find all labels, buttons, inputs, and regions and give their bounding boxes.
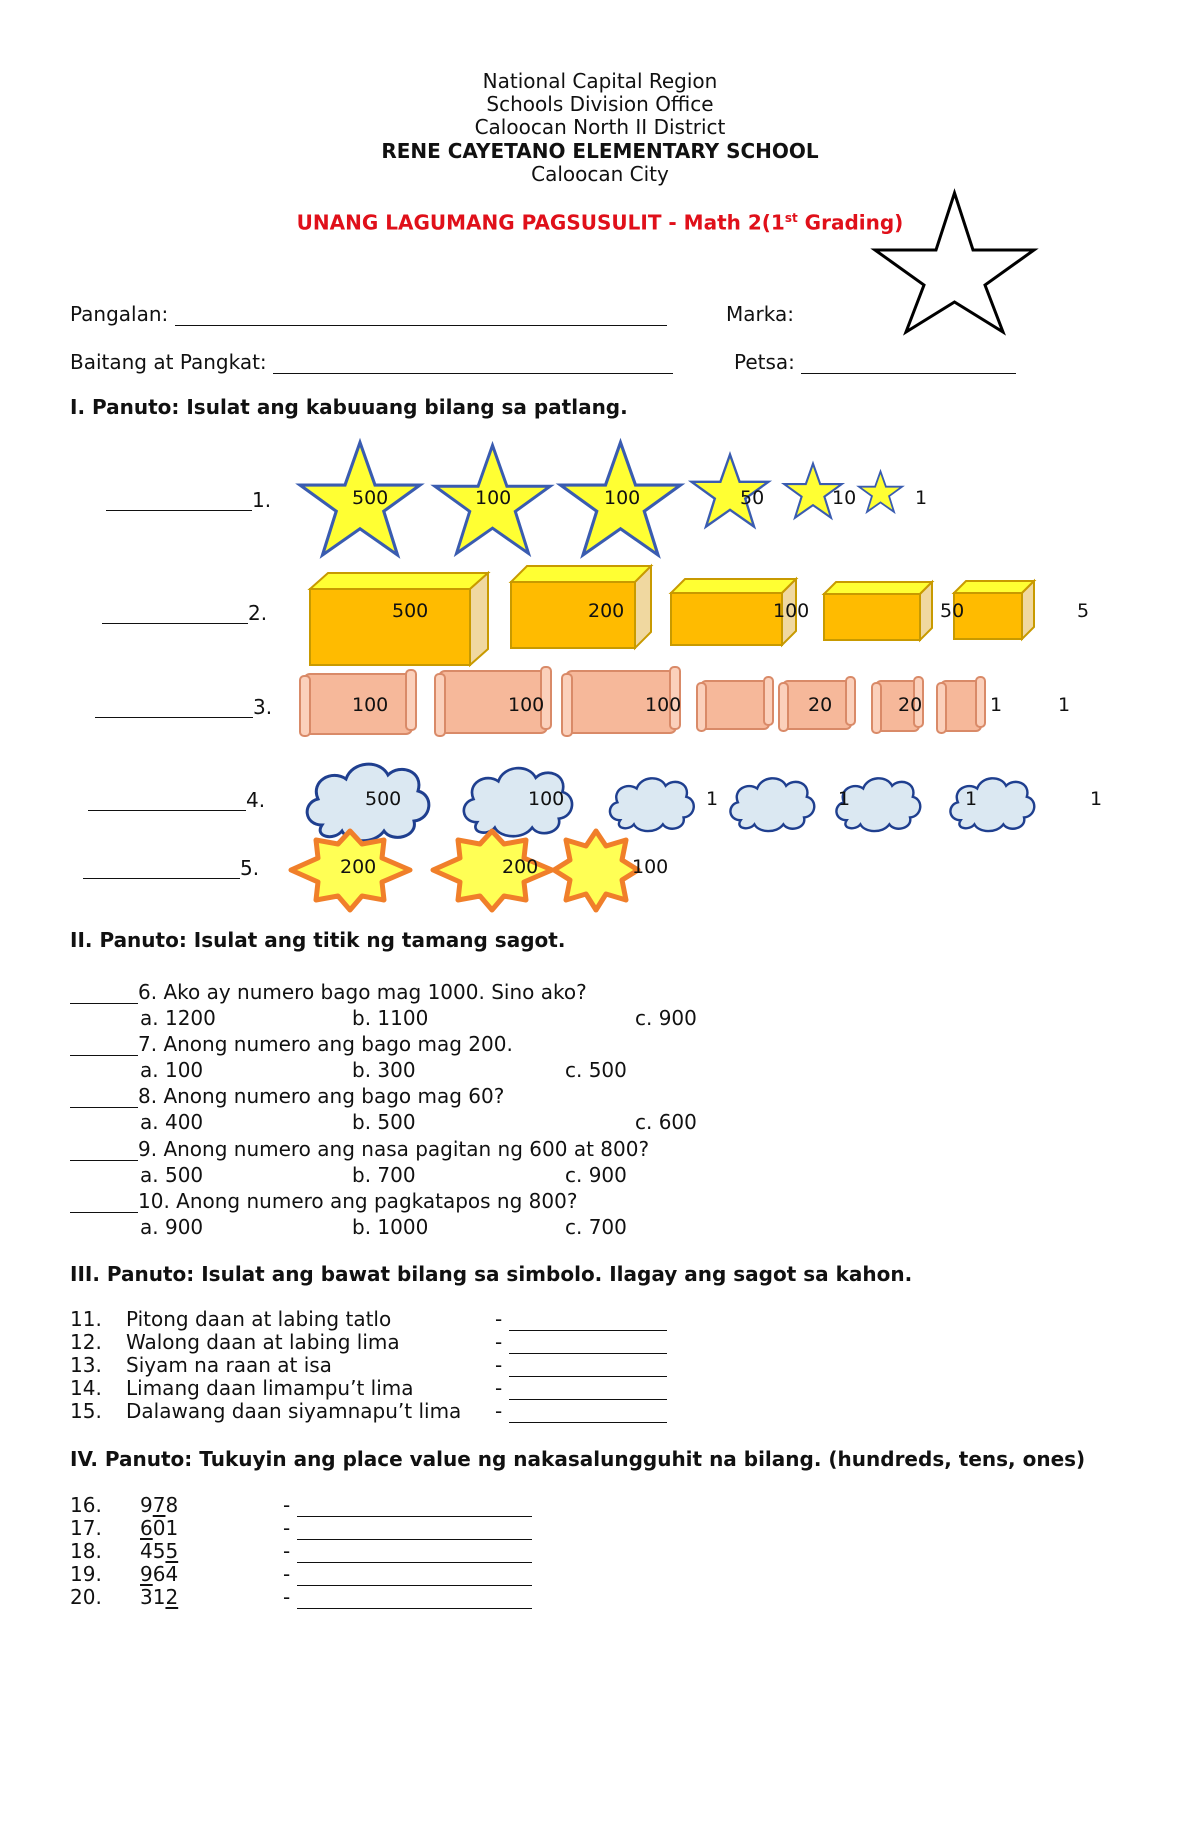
scroll-icon — [695, 675, 775, 735]
answer-blank-19[interactable] — [297, 1567, 532, 1586]
test-title: UNANG LAGUMANG PAGSUSULIT - Math 2(1st Grading) — [296, 210, 904, 235]
item-number: 19. — [70, 1562, 102, 1586]
box-icon — [505, 560, 655, 652]
item-number: 18. — [70, 1539, 102, 1563]
value-label: 10 — [832, 487, 857, 509]
division-line: Schools Division Office — [486, 92, 714, 116]
answer-line: - — [283, 1516, 532, 1540]
value-label: 1 — [990, 694, 1003, 716]
choice-b: b. 1000 — [352, 1215, 429, 1239]
choice-a: a. 1200 — [140, 1006, 216, 1030]
name-blank[interactable] — [175, 305, 667, 326]
burst-icon — [552, 828, 640, 913]
value-label: 200 — [340, 856, 377, 878]
item-text: Walong daan at labing lima — [126, 1330, 400, 1354]
answer-line: - — [283, 1562, 532, 1586]
value-label: 500 — [392, 600, 429, 622]
value-label: 20 — [898, 694, 923, 716]
answer-blank-4[interactable] — [88, 790, 246, 811]
choice-a: a. 100 — [140, 1058, 204, 1082]
star-icon — [858, 468, 903, 518]
scroll-icon — [935, 675, 987, 737]
choice-c: c. 600 — [635, 1110, 697, 1134]
answer-blank-18[interactable] — [297, 1544, 532, 1563]
place-value-number: 978 — [140, 1493, 179, 1517]
answer-blank-2[interactable] — [102, 603, 248, 624]
cloud-icon — [722, 772, 822, 834]
question-7: 7. Anong numero ang bago mag 200. — [70, 1032, 513, 1056]
answer-blank-5[interactable] — [83, 858, 240, 879]
school-name: RENE CAYETANO ELEMENTARY SCHOOL — [381, 139, 819, 163]
answer-blank-10[interactable] — [70, 1194, 138, 1213]
answer-blank-14[interactable] — [509, 1381, 667, 1400]
answer-line: - — [495, 1353, 667, 1377]
answer-blank-8[interactable] — [70, 1089, 138, 1108]
answer-blank-15[interactable] — [509, 1404, 667, 1423]
score-label: Marka: — [726, 302, 794, 326]
answer-line: - — [495, 1307, 667, 1331]
place-value-number: 312 — [140, 1585, 179, 1609]
value-label: 100 — [352, 694, 389, 716]
value-label: 20 — [808, 694, 833, 716]
value-label: 1 — [915, 487, 928, 509]
item-number: 11. — [70, 1307, 102, 1331]
item-text: Pitong daan at labing tatlo — [126, 1307, 392, 1331]
answer-blank-13[interactable] — [509, 1358, 667, 1377]
underlined-digit: 5 — [165, 1539, 179, 1563]
value-label: 200 — [588, 600, 625, 622]
choice-b: b. 300 — [352, 1058, 416, 1082]
item-number-3: 3. — [253, 695, 273, 719]
item-text: Limang daan limampu’t lima — [126, 1376, 414, 1400]
city-line: Caloocan City — [531, 162, 669, 186]
item-number: 12. — [70, 1330, 102, 1354]
name-field — [70, 302, 667, 326]
grade-blank[interactable] — [273, 353, 673, 374]
section4-title: IV. Panuto: Tukuyin ang place value ng nakasalungguhit na bilang. (hundreds, tens, ones) — [70, 1447, 1086, 1471]
value-label: 1 — [706, 788, 719, 810]
value-label: 1 — [838, 788, 851, 810]
underlined-digit: 9 — [140, 1562, 153, 1586]
answer-blank-20[interactable] — [297, 1590, 532, 1609]
region-line: National Capital Region — [482, 69, 718, 93]
choice-a: a. 400 — [140, 1110, 204, 1134]
answer-blank-1[interactable] — [106, 490, 252, 511]
item-text: Siyam na raan at isa — [126, 1353, 332, 1377]
cloud-icon — [600, 772, 703, 834]
choice-c: c. 700 — [565, 1215, 627, 1239]
choice-c: c. 900 — [635, 1006, 697, 1030]
value-label: 1 — [965, 788, 978, 810]
choice-b: b. 500 — [352, 1110, 416, 1134]
question-9: 9. Anong numero ang nasa pagitan ng 600 at 800? — [70, 1137, 649, 1161]
item-number: 14. — [70, 1376, 102, 1400]
place-value-number: 601 — [140, 1516, 179, 1540]
answer-blank-11[interactable] — [509, 1312, 667, 1331]
answer-blank-7[interactable] — [70, 1037, 138, 1056]
underlined-digit: 6 — [140, 1516, 153, 1540]
answer-line: - — [283, 1539, 532, 1563]
choice-c: c. 900 — [565, 1163, 627, 1187]
value-label: 50 — [740, 487, 765, 509]
choice-c: c. 500 — [565, 1058, 627, 1082]
answer-line: - — [495, 1376, 667, 1400]
value-label: 100 — [508, 694, 545, 716]
choice-b: b. 1100 — [352, 1006, 429, 1030]
item-number: 16. — [70, 1493, 102, 1517]
grade-label: Baitang at Pangkat: — [70, 350, 267, 374]
answer-blank-9[interactable] — [70, 1142, 138, 1161]
value-label: 500 — [352, 487, 389, 509]
value-label: 100 — [528, 788, 565, 810]
date-label: Petsa: — [734, 350, 795, 374]
place-value-number: 964 — [140, 1562, 179, 1586]
value-label: 100 — [604, 487, 641, 509]
answer-blank-3[interactable] — [95, 697, 253, 718]
place-value-number: 455 — [140, 1539, 179, 1563]
item-text: Dalawang daan siyamnapu’t lima — [126, 1399, 462, 1423]
cloud-icon — [942, 772, 1042, 834]
choice-a: a. 900 — [140, 1215, 204, 1239]
value-label: 100 — [632, 856, 669, 878]
item-number: 17. — [70, 1516, 102, 1540]
item-number-2: 2. — [248, 601, 268, 625]
item-number-1: 1. — [252, 488, 272, 512]
choice-b: b. 700 — [352, 1163, 416, 1187]
answer-line: - — [495, 1399, 667, 1423]
value-label: 100 — [475, 487, 512, 509]
question-8: 8. Anong numero ang bago mag 60? — [70, 1084, 504, 1108]
answer-line: - — [495, 1330, 667, 1354]
value-label: 500 — [365, 788, 402, 810]
underlined-digit: 7 — [152, 1493, 166, 1517]
date-blank[interactable] — [801, 353, 1016, 374]
question-10: 10. Anong numero ang pagkatapos ng 800? — [70, 1189, 577, 1213]
score-star-icon — [872, 190, 1037, 335]
item-number-5: 5. — [240, 856, 260, 880]
item-number: 15. — [70, 1399, 102, 1423]
answer-line: - — [283, 1585, 532, 1609]
item-number-4: 4. — [246, 788, 266, 812]
section1-title: I. Panuto: Isulat ang kabuuang bilang sa patlang. — [70, 395, 628, 419]
value-label: 1 — [1058, 694, 1071, 716]
value-label: 100 — [773, 600, 810, 622]
district-line: Caloocan North II District — [474, 115, 726, 139]
value-label: 200 — [502, 856, 539, 878]
question-6: 6. Ako ay numero bago mag 1000. Sino ako? — [70, 980, 587, 1004]
grade-field — [70, 350, 673, 374]
value-label: 5 — [1077, 600, 1090, 622]
underlined-digit: 2 — [165, 1585, 179, 1609]
section3-title: III. Panuto: Isulat ang bawat bilang sa simbolo. Ilagay ang sagot sa kahon. — [70, 1262, 913, 1286]
value-label: 100 — [645, 694, 682, 716]
answer-blank-6[interactable] — [70, 985, 138, 1004]
answer-blank-12[interactable] — [509, 1335, 667, 1354]
answer-blank-16[interactable] — [297, 1498, 532, 1517]
item-number: 13. — [70, 1353, 102, 1377]
section2-title: II. Panuto: Isulat ang titik ng tamang sagot. — [70, 928, 566, 952]
value-label: 50 — [940, 600, 965, 622]
date-field — [734, 350, 1016, 374]
box-icon — [818, 576, 936, 644]
answer-line: - — [283, 1493, 532, 1517]
choice-a: a. 500 — [140, 1163, 204, 1187]
name-label: Pangalan: — [70, 302, 169, 326]
answer-blank-17[interactable] — [297, 1521, 532, 1540]
item-number: 20. — [70, 1585, 102, 1609]
value-label: 1 — [1090, 788, 1103, 810]
